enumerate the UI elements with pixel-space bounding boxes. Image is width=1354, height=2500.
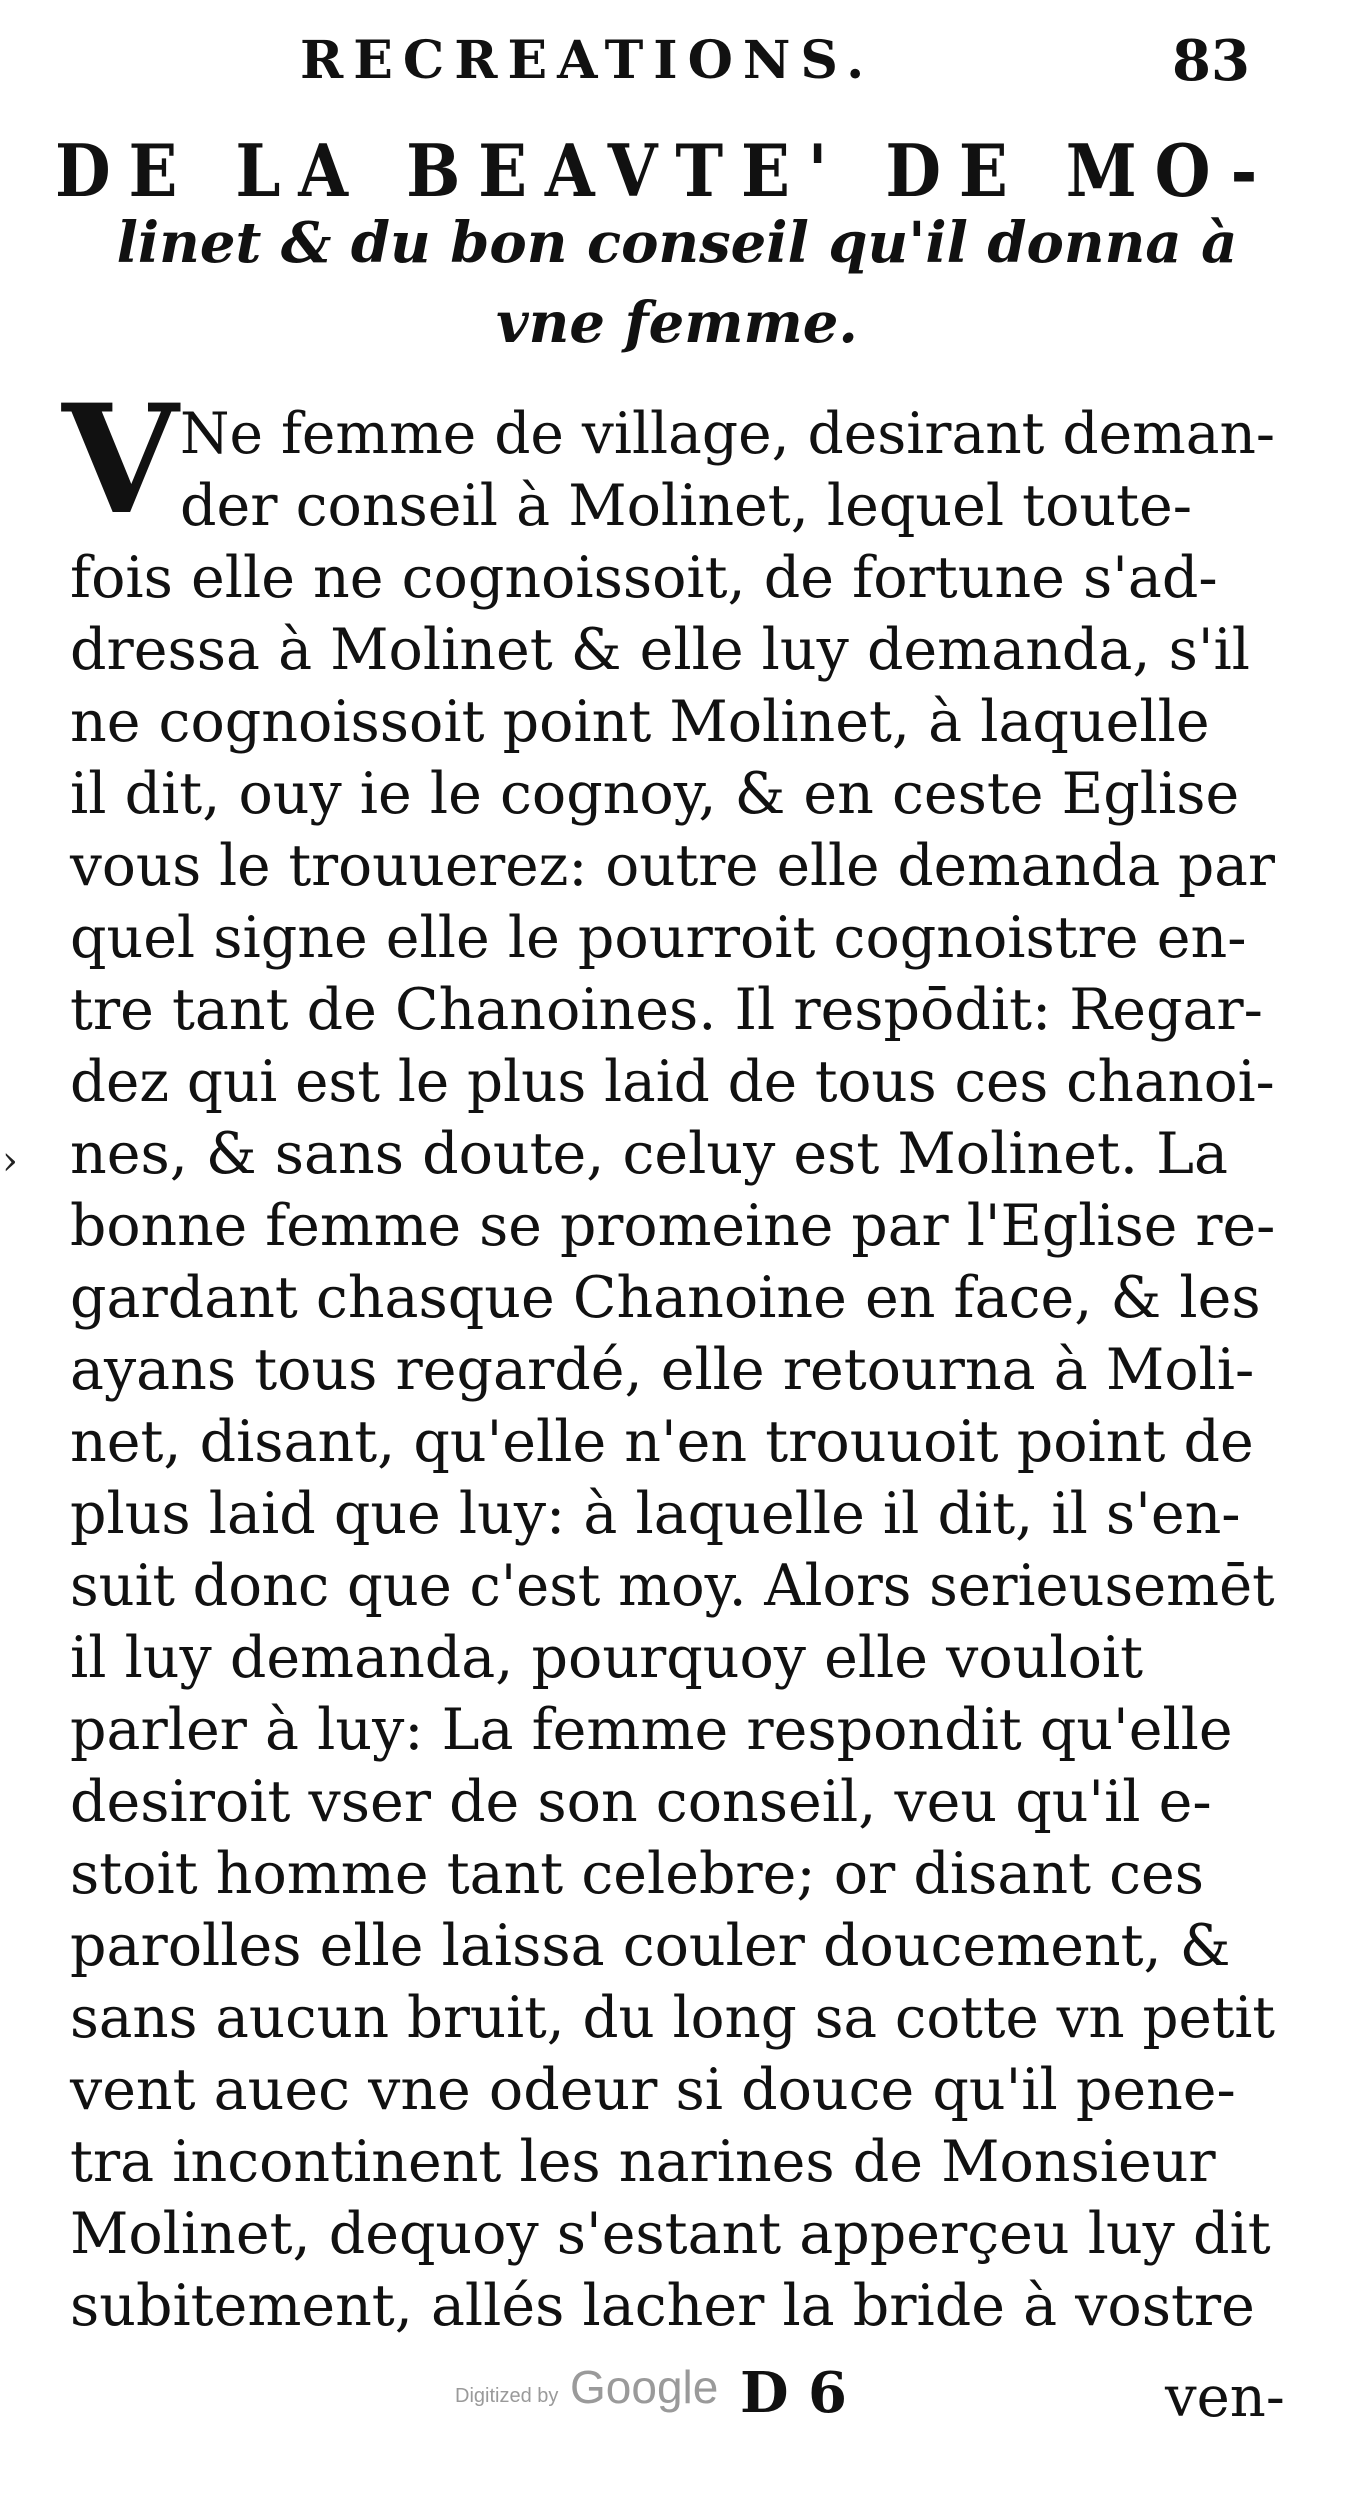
- text-line-3: fois elle ne cognoissoit, de fortune s'ad-: [70, 545, 1218, 611]
- text-line-15: net, disant, qu'elle n'en trouuoit point de: [70, 1409, 1254, 1475]
- text-line-4: dressa à Molinet & elle luy demanda, s'il: [70, 617, 1250, 683]
- text-line-26: Molinet, dequoy s'estant apperçeu luy dit: [70, 2201, 1271, 2267]
- text-line-6: il dit, ouy ie le cognoy, & en ceste Eglise: [70, 761, 1240, 827]
- text-line-22: parolles elle laissa couler doucement, &: [70, 1913, 1231, 1979]
- text-line-23: sans aucun bruit, du long sa cotte vn petit: [70, 1985, 1276, 2051]
- catchword: ven-: [1165, 2365, 1285, 2430]
- text-line-13: gardant chasque Chanoine en face, & les: [70, 1265, 1261, 1331]
- text-line-19: parler à luy: La femme respondit qu'elle: [70, 1697, 1233, 1763]
- text-line-2: der conseil à Molinet, lequel toute-: [180, 473, 1193, 539]
- running-title: RECREATIONS.: [300, 30, 875, 91]
- text-line-7: vous le trouuerez: outre elle demanda par: [70, 833, 1275, 899]
- text-line-12: bonne femme se promeine par l'Eglise re-: [70, 1193, 1276, 1259]
- drop-cap-initial: V: [62, 372, 179, 548]
- signature-mark: D 6: [740, 2360, 848, 2426]
- text-line-21: stoit homme tant celebre; or disant ces: [70, 1841, 1205, 1907]
- text-line-9: tre tant de Chanoines. Il respōdit: Regar-: [70, 977, 1263, 1043]
- text-line-16: plus laid que luy: à laquelle il dit, il s'en-: [70, 1481, 1241, 1547]
- text-line-18: il luy demanda, pourquoy elle vouloit: [70, 1625, 1144, 1691]
- page-number: 83: [1172, 28, 1250, 94]
- text-line-10: dez qui est le plus laid de tous ces chanoi-: [70, 1049, 1275, 1115]
- chapter-title-line-1: DE LA BEAVTE' DE MO-: [55, 128, 1276, 213]
- margin-bracket-mark: ›: [2, 1138, 18, 1184]
- digitized-by-label: Digitized by: [455, 2385, 559, 2407]
- text-line-14: ayans tous regardé, elle retourna à Moli-: [70, 1337, 1255, 1403]
- text-line-27: subitement, allés lacher la bride à vostre: [70, 2273, 1255, 2339]
- chapter-title-line-2: linet & du bon conseil qu'il donna à: [116, 210, 1238, 276]
- text-line-20: desiroit vser de son conseil, veu qu'il e-: [70, 1769, 1212, 1835]
- text-line-1: Ne femme de village, desirant deman-: [180, 401, 1276, 467]
- google-watermark: Google: [570, 2361, 719, 2413]
- text-line-5: ne cognoissoit point Molinet, à laquelle: [70, 689, 1210, 755]
- text-line-25: tra incontinent les narines de Monsieur: [70, 2129, 1216, 2195]
- text-line-24: vent auec vne odeur si douce qu'il pene-: [70, 2057, 1236, 2123]
- text-line-11: nes, & sans doute, celuy est Molinet. La: [70, 1121, 1228, 1187]
- text-line-17: suit donc que c'est moy. Alors serieusemēt: [70, 1553, 1275, 1619]
- text-line-8: quel signe elle le pourroit cognoistre en-: [70, 905, 1247, 971]
- chapter-title-line-3: vne femme.: [496, 290, 858, 356]
